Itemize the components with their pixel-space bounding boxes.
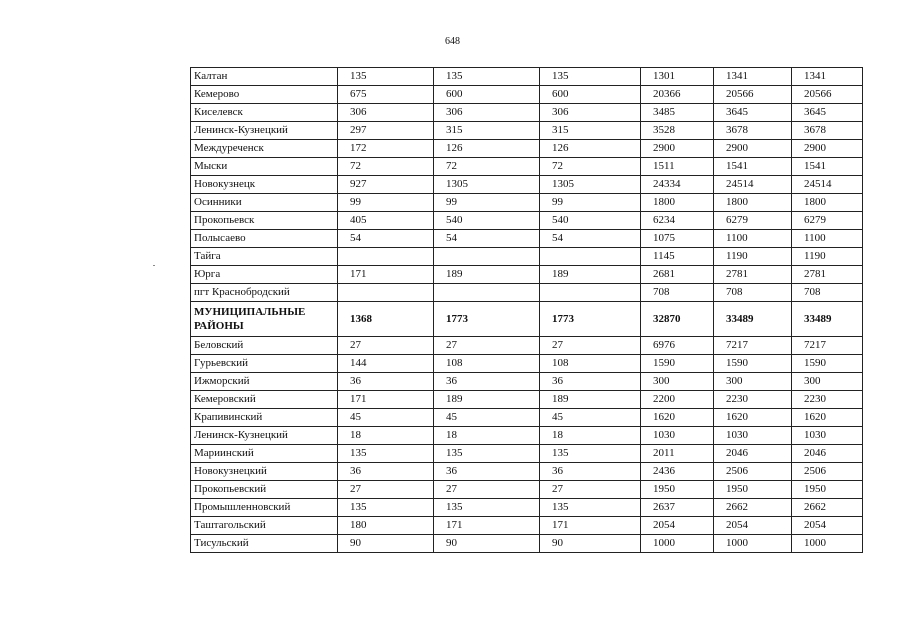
value-cell: 24334 (641, 176, 714, 194)
row-name-cell: Киселевск (191, 104, 338, 122)
value-cell: 108 (434, 355, 540, 373)
value-cell: 3645 (792, 104, 863, 122)
value-cell: 54 (540, 230, 641, 248)
value-cell: 27 (338, 337, 434, 355)
value-cell: 540 (434, 212, 540, 230)
value-cell: 3678 (792, 122, 863, 140)
value-cell: 45 (434, 409, 540, 427)
value-cell: 300 (792, 373, 863, 391)
value-cell: 171 (434, 517, 540, 535)
value-cell: 1511 (641, 158, 714, 176)
value-cell: 1620 (641, 409, 714, 427)
value-cell: 32870 (641, 302, 714, 337)
value-cell: 135 (434, 68, 540, 86)
value-cell: 315 (540, 122, 641, 140)
table-row (191, 194, 863, 212)
value-cell: 1030 (641, 427, 714, 445)
value-cell: 1305 (434, 176, 540, 194)
value-cell: 3678 (714, 122, 792, 140)
value-cell: 675 (338, 86, 434, 104)
value-cell: 90 (338, 535, 434, 553)
value-cell: 708 (792, 284, 863, 302)
value-cell: 2900 (792, 140, 863, 158)
value-cell: 144 (338, 355, 434, 373)
value-cell: 1145 (641, 248, 714, 266)
row-name-cell: Мыски (191, 158, 338, 176)
table-row (191, 86, 863, 104)
value-cell: 1190 (792, 248, 863, 266)
value-cell: 24514 (714, 176, 792, 194)
value-cell: 7217 (792, 337, 863, 355)
value-cell: 306 (434, 104, 540, 122)
value-cell: 7217 (714, 337, 792, 355)
row-name-cell: пгт Краснобродский (191, 284, 338, 302)
value-cell: 3528 (641, 122, 714, 140)
value-cell: 1368 (338, 302, 434, 337)
value-cell: 2054 (714, 517, 792, 535)
value-cell: 3485 (641, 104, 714, 122)
value-cell: 36 (434, 463, 540, 481)
value-cell: 405 (338, 212, 434, 230)
row-name-cell: Прокопьевский (191, 481, 338, 499)
value-cell: 171 (338, 391, 434, 409)
row-name-cell: Кемерово (191, 86, 338, 104)
value-cell: 927 (338, 176, 434, 194)
value-cell (434, 248, 540, 266)
table-row (191, 409, 863, 427)
value-cell: 300 (641, 373, 714, 391)
value-cell: 1800 (792, 194, 863, 212)
row-name-cell: Гурьевский (191, 355, 338, 373)
value-cell: 1800 (641, 194, 714, 212)
value-cell: 1301 (641, 68, 714, 86)
value-cell: 2200 (641, 391, 714, 409)
value-cell: 135 (338, 499, 434, 517)
value-cell: 1341 (792, 68, 863, 86)
value-cell (338, 284, 434, 302)
row-name-cell: Ленинск-Кузнецкий (191, 427, 338, 445)
value-cell: 171 (540, 517, 641, 535)
value-cell: 2054 (792, 517, 863, 535)
value-cell: 126 (540, 140, 641, 158)
value-cell: 2046 (714, 445, 792, 463)
value-cell: 72 (338, 158, 434, 176)
value-cell (540, 284, 641, 302)
row-name-cell: Калтан (191, 68, 338, 86)
value-cell: 1800 (714, 194, 792, 212)
row-name-cell: Ленинск-Кузнецкий (191, 122, 338, 140)
value-cell: 1030 (714, 427, 792, 445)
table-row (191, 463, 863, 481)
value-cell: 1000 (641, 535, 714, 553)
row-name-cell: Тисульский (191, 535, 338, 553)
value-cell: 300 (714, 373, 792, 391)
value-cell: 2046 (792, 445, 863, 463)
value-cell: 27 (540, 481, 641, 499)
value-cell: 1590 (641, 355, 714, 373)
value-cell: 36 (338, 463, 434, 481)
value-cell: 20366 (641, 86, 714, 104)
value-cell: 27 (434, 481, 540, 499)
value-cell: 135 (434, 445, 540, 463)
table-row (191, 517, 863, 535)
value-cell: 1541 (714, 158, 792, 176)
value-cell (338, 248, 434, 266)
row-name-cell: Ижморский (191, 373, 338, 391)
value-cell: 306 (338, 104, 434, 122)
table-row (191, 158, 863, 176)
table-row (191, 212, 863, 230)
table-row-section-total (191, 302, 863, 337)
value-cell: 20566 (714, 86, 792, 104)
value-cell: 72 (540, 158, 641, 176)
value-cell: 18 (338, 427, 434, 445)
value-cell: 3645 (714, 104, 792, 122)
value-cell: 2637 (641, 499, 714, 517)
value-cell: 2506 (714, 463, 792, 481)
value-cell: 36 (540, 463, 641, 481)
value-cell: 1590 (792, 355, 863, 373)
value-cell: 1620 (792, 409, 863, 427)
row-name-cell: Промышленновский (191, 499, 338, 517)
value-cell: 45 (338, 409, 434, 427)
value-cell: 1773 (434, 302, 540, 337)
value-cell: 189 (540, 391, 641, 409)
table-row (191, 68, 863, 86)
table-body (191, 68, 863, 553)
value-cell: 36 (434, 373, 540, 391)
value-cell: 2781 (714, 266, 792, 284)
value-cell: 1620 (714, 409, 792, 427)
value-cell: 135 (540, 445, 641, 463)
value-cell: 1773 (540, 302, 641, 337)
value-cell: 1075 (641, 230, 714, 248)
value-cell: 135 (540, 68, 641, 86)
table-row (191, 104, 863, 122)
value-cell: 6279 (714, 212, 792, 230)
value-cell: 1100 (792, 230, 863, 248)
value-cell: 126 (434, 140, 540, 158)
value-cell: 540 (540, 212, 641, 230)
table-row (191, 445, 863, 463)
row-name-cell: Мариинский (191, 445, 338, 463)
value-cell: 6279 (792, 212, 863, 230)
row-name-cell: Крапивинский (191, 409, 338, 427)
value-cell: 189 (434, 266, 540, 284)
value-cell: 1341 (714, 68, 792, 86)
value-cell: 1100 (714, 230, 792, 248)
value-cell (540, 248, 641, 266)
margin-mark (153, 265, 155, 266)
table-row (191, 284, 863, 302)
value-cell: 135 (540, 499, 641, 517)
value-cell: 54 (434, 230, 540, 248)
value-cell: 6234 (641, 212, 714, 230)
value-cell: 2436 (641, 463, 714, 481)
value-cell: 1305 (540, 176, 641, 194)
value-cell: 99 (434, 194, 540, 212)
value-cell: 171 (338, 266, 434, 284)
value-cell: 1541 (792, 158, 863, 176)
table-row (191, 266, 863, 284)
table-row (191, 176, 863, 194)
value-cell: 297 (338, 122, 434, 140)
table-row (191, 427, 863, 445)
value-cell: 108 (540, 355, 641, 373)
value-cell: 90 (540, 535, 641, 553)
row-name-cell: Междуреченск (191, 140, 338, 158)
row-name-cell: Беловский (191, 337, 338, 355)
row-name-cell: Новокузнецкий (191, 463, 338, 481)
table-row (191, 122, 863, 140)
value-cell: 1000 (792, 535, 863, 553)
value-cell: 315 (434, 122, 540, 140)
table-row (191, 337, 863, 355)
value-cell: 99 (540, 194, 641, 212)
row-name-cell: Новокузнецк (191, 176, 338, 194)
value-cell: 1950 (714, 481, 792, 499)
value-cell: 189 (540, 266, 641, 284)
value-cell: 33489 (792, 302, 863, 337)
value-cell: 6976 (641, 337, 714, 355)
value-cell: 189 (434, 391, 540, 409)
value-cell: 1000 (714, 535, 792, 553)
value-cell: 180 (338, 517, 434, 535)
table-row (191, 230, 863, 248)
value-cell: 1190 (714, 248, 792, 266)
table-row (191, 481, 863, 499)
table-row (191, 499, 863, 517)
row-name-cell: Тайга (191, 248, 338, 266)
value-cell: 600 (540, 86, 641, 104)
value-cell: 135 (338, 445, 434, 463)
value-cell: 1030 (792, 427, 863, 445)
value-cell: 2781 (792, 266, 863, 284)
row-name-cell: Полысаево (191, 230, 338, 248)
row-name-cell: Прокопьевск (191, 212, 338, 230)
value-cell: 135 (338, 68, 434, 86)
value-cell: 2900 (714, 140, 792, 158)
value-cell: 1590 (714, 355, 792, 373)
value-cell: 24514 (792, 176, 863, 194)
value-cell: 708 (714, 284, 792, 302)
value-cell: 2011 (641, 445, 714, 463)
value-cell (434, 284, 540, 302)
value-cell: 72 (434, 158, 540, 176)
value-cell: 2662 (792, 499, 863, 517)
value-cell: 18 (540, 427, 641, 445)
table-row (191, 535, 863, 553)
value-cell: 27 (338, 481, 434, 499)
table-row (191, 140, 863, 158)
value-cell: 1950 (792, 481, 863, 499)
value-cell: 18 (434, 427, 540, 445)
value-cell: 36 (338, 373, 434, 391)
value-cell: 306 (540, 104, 641, 122)
value-cell: 45 (540, 409, 641, 427)
row-name-cell: Осинники (191, 194, 338, 212)
value-cell: 27 (540, 337, 641, 355)
table-row (191, 355, 863, 373)
value-cell: 2900 (641, 140, 714, 158)
value-cell: 2230 (792, 391, 863, 409)
value-cell: 33489 (714, 302, 792, 337)
value-cell: 54 (338, 230, 434, 248)
value-cell: 2662 (714, 499, 792, 517)
table-row (191, 248, 863, 266)
row-name-cell: МУНИЦИПАЛЬНЫЕ РАЙОНЫ (191, 302, 338, 337)
value-cell: 2054 (641, 517, 714, 535)
row-name-cell: Кемеровский (191, 391, 338, 409)
value-cell: 99 (338, 194, 434, 212)
data-table (190, 67, 863, 553)
row-name-cell: Юрга (191, 266, 338, 284)
value-cell: 172 (338, 140, 434, 158)
table-row (191, 391, 863, 409)
table-row (191, 373, 863, 391)
value-cell: 36 (540, 373, 641, 391)
row-name-cell: Таштагольский (191, 517, 338, 535)
value-cell: 2681 (641, 266, 714, 284)
page-number: 648 (445, 36, 460, 47)
value-cell: 2506 (792, 463, 863, 481)
value-cell: 20566 (792, 86, 863, 104)
value-cell: 135 (434, 499, 540, 517)
value-cell: 2230 (714, 391, 792, 409)
value-cell: 708 (641, 284, 714, 302)
value-cell: 27 (434, 337, 540, 355)
value-cell: 1950 (641, 481, 714, 499)
value-cell: 600 (434, 86, 540, 104)
value-cell: 90 (434, 535, 540, 553)
